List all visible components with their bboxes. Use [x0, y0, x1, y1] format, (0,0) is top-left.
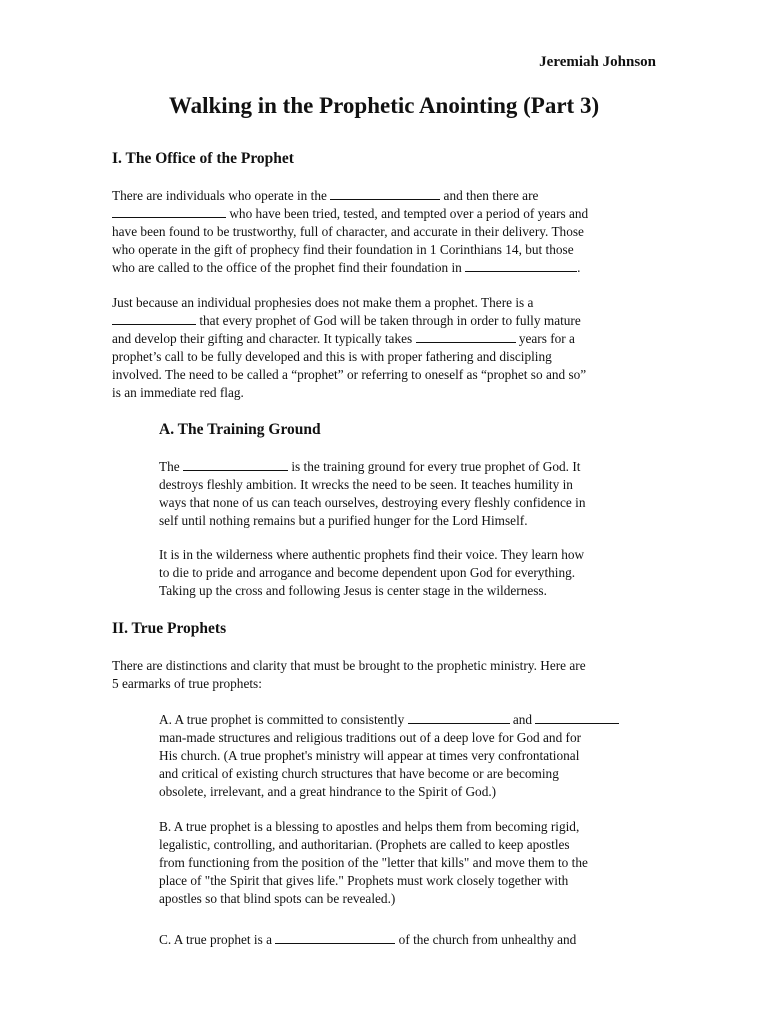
fill-in-blank	[183, 458, 288, 471]
text-run: and then there are	[440, 188, 539, 203]
text-run: The	[159, 459, 183, 474]
fill-in-blank	[416, 330, 516, 343]
text-line	[112, 312, 662, 330]
text-line: Just because an individual prophesies does not make them a prophet. There is a	[112, 295, 534, 310]
text-run: and develop their gifting and character. It typically takes	[112, 331, 416, 346]
paragraph-office-prophet	[112, 294, 662, 402]
text-line: and critical of existing church structures that have become or are becoming	[159, 766, 559, 781]
fill-in-blank	[535, 711, 619, 724]
section-heading-training-ground: A. The Training Ground	[159, 421, 321, 438]
text-run: A. A true prophet is committed to consistently	[159, 712, 408, 727]
text-line: have been found to be trustworthy, full of character, and accurate in their delivery. Those	[112, 224, 584, 239]
text-line: from functioning from the position of the "letter that kills" and move them to the	[159, 855, 588, 870]
paragraph-office-intro	[112, 187, 662, 277]
paragraph-training-ground	[159, 458, 659, 530]
text-line: to die to pride and arrogance and become dependent upon God for everything.	[159, 565, 576, 580]
section-heading-office: I. The Office of the Prophet	[112, 150, 294, 167]
text-line: Taking up the cross and following Jesus is center stage in the wilderness.	[159, 583, 547, 598]
paragraph-wilderness	[159, 546, 659, 600]
text-run: of the church from unhealthy and	[395, 932, 577, 947]
list-item-c	[159, 931, 659, 949]
text-run: is the training ground for every true prophet of God. It	[288, 459, 581, 474]
text-line: B. A true prophet is a blessing to apostles and helps them from becoming rigid,	[159, 819, 580, 834]
text-line	[112, 330, 662, 348]
text-line: place of "the Spirit that gives life." Prophets must work closely together with	[159, 873, 569, 888]
page-title: Walking in the Prophetic Anointing (Part 3)	[168, 93, 600, 118]
text-line: man-made structures and religious traditions out of a deep love for God and for	[159, 730, 582, 745]
fill-in-blank	[112, 205, 226, 218]
text-run: C. A true prophet is a	[159, 932, 276, 947]
text-line	[112, 205, 662, 223]
text-run: years for a	[515, 331, 575, 346]
text-run: .	[577, 260, 581, 275]
text-run: There are individuals who operate in the	[112, 188, 331, 203]
text-line: is an immediate red flag.	[112, 385, 244, 400]
text-run: and	[509, 712, 536, 727]
text-run: that every prophet of God will be taken through in order to fully mature	[196, 313, 581, 328]
list-item-b	[159, 818, 659, 908]
fill-in-blank	[112, 312, 196, 325]
text-line	[112, 259, 662, 277]
fill-in-blank	[330, 187, 440, 200]
fill-in-blank	[465, 259, 577, 272]
text-line: There are distinctions and clarity that must be brought to the prophetic ministry. Here are	[112, 658, 586, 673]
section-heading-true-prophets: II. True Prophets	[112, 620, 227, 637]
text-line: destroys fleshly ambition. It wrecks the need to be seen. It teaches humility in	[159, 477, 573, 492]
fill-in-blank	[408, 711, 510, 724]
text-run: who are called to the office of the prophet find their foundation in	[112, 260, 466, 275]
text-line	[159, 931, 659, 949]
text-line: ways that none of us can teach ourselves, destroying every fleshly confidence in	[159, 495, 586, 510]
text-line: who operate in the gift of prophecy find their foundation in 1 Corinthians 14, but those	[112, 242, 574, 257]
text-line: obsolete, irrelevant, and a great hindrance to the Spirit of God.)	[159, 784, 497, 799]
text-line	[112, 187, 662, 205]
text-line	[159, 711, 659, 729]
list-item-a	[159, 711, 659, 801]
text-line: prophet’s call to be fully developed and this is with proper fathering and discipling	[112, 349, 552, 364]
text-run: who have been tried, tested, and tempted over a period of years and	[226, 206, 589, 221]
text-line: His church. (A true prophet's ministry will appear at times very confrontational	[159, 748, 580, 763]
text-line: It is in the wilderness where authentic prophets find their voice. They learn how	[159, 547, 585, 562]
text-line: self until nothing remains but a purified hunger for the Lord Himself.	[159, 513, 528, 528]
text-line: legalistic, controlling, and authoritarian. (Prophets are called to keep apostles	[159, 837, 570, 852]
paragraph-true-prophets-intro	[112, 657, 662, 693]
text-line: involved. The need to be called a “prophet” or referring to oneself as “prophet so and so”	[112, 367, 587, 382]
author-name: Jeremiah Johnson	[539, 54, 656, 70]
fill-in-blank	[275, 931, 395, 944]
text-line: apostles so that blind spots can be revealed.)	[159, 891, 396, 906]
text-line	[159, 458, 659, 476]
text-line: 5 earmarks of true prophets:	[112, 676, 262, 691]
